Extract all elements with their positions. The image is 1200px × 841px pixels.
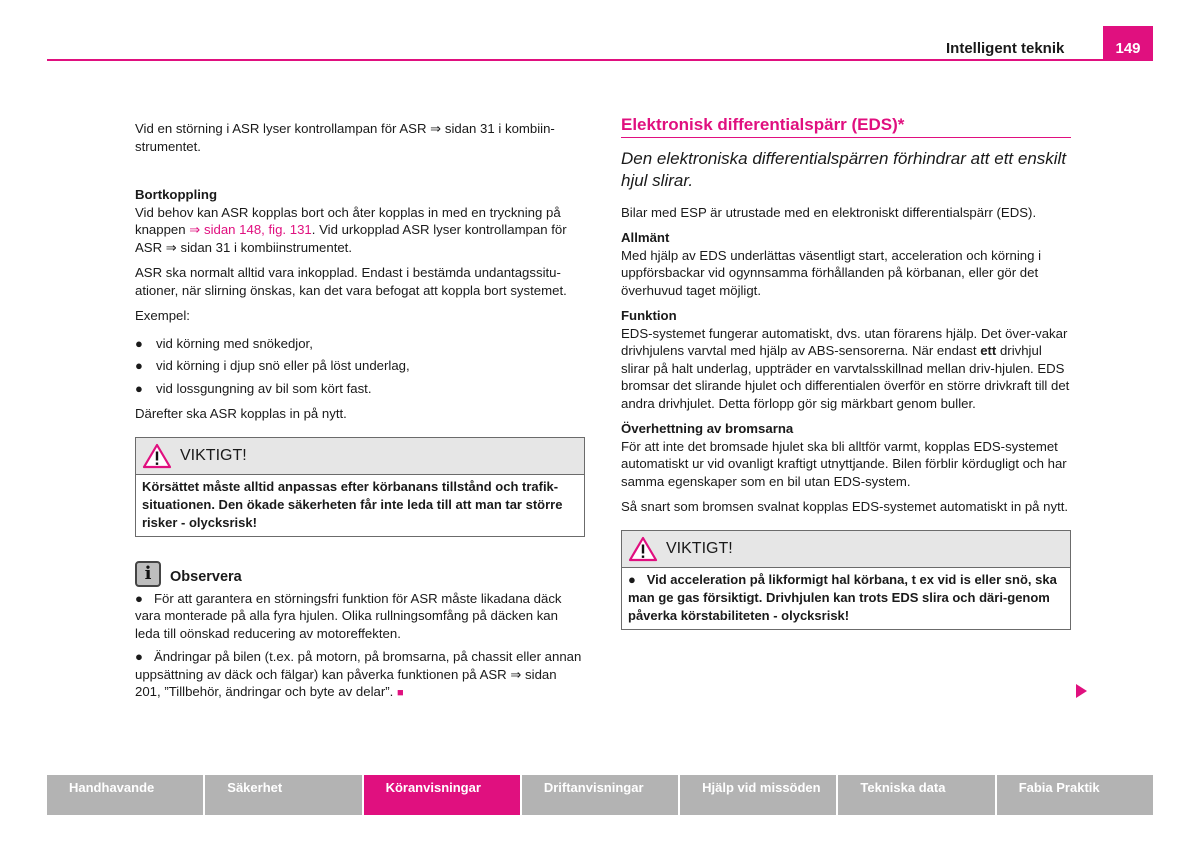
- tab-sakerhet[interactable]: [205, 775, 361, 815]
- header-rule: [47, 59, 1153, 61]
- chapter-tabs: [47, 775, 1153, 815]
- example-label: Exempel:: [135, 308, 190, 323]
- paragraph-svalnat: Så snart som bromsen svalnat kopplas EDS-systemet automatiskt in på nytt.: [621, 499, 1069, 514]
- paragraph-after: Därefter ska ASR kopplas in på nytt.: [135, 406, 347, 421]
- warning-title: VIKTIGT!: [180, 446, 247, 464]
- bullet-icon: ●: [135, 335, 143, 351]
- paragraph-funktion: [621, 325, 1071, 413]
- tab-label: Tekniska data: [860, 780, 946, 795]
- warning-box: [135, 437, 585, 537]
- list-item-text: vid körning i djup snö eller på löst underlag,: [156, 358, 410, 373]
- tab-koranvisningar[interactable]: [364, 775, 520, 815]
- subheading-allmant: Allmänt: [621, 230, 670, 245]
- paragraph-text: Vid behov kan ASR kopplas bort och åter kopplas in med en tryckning på knappen: [135, 204, 561, 237]
- bullet-icon: ●: [135, 358, 143, 373]
- tab-driftanvisningar[interactable]: [522, 775, 678, 815]
- list-item-text: vid körning med snökedjor,: [156, 335, 313, 351]
- warning-title: VIKTIGT!: [666, 539, 733, 557]
- note-title: Observera: [170, 569, 242, 585]
- tab-label: Köranvisningar: [385, 780, 481, 795]
- continue-arrow-icon[interactable]: [1076, 684, 1087, 698]
- subheading-overhettning: Överhettning av bromsarna: [621, 421, 794, 436]
- warning-item-text: Vid acceleration på likformigt hal körbana, t ex vid is eller snö, ska man ge gas försiktigt. Drivhjulen kan trots EDS slira och däri-genom påverka körstabiliteten - olycksrisk!: [628, 571, 1057, 623]
- paragraph-overhettning: För att inte det bromsade hjulet ska bli alltför varmt, kopplas EDS-systemet automatiskt ur vid ovanligt kraftigt utnyttjande. Bilen förblir kördugligt och har samma egenskaper som en bil utan EDS-system.: [621, 438, 1067, 489]
- page-number: 149: [1103, 26, 1153, 60]
- example-list: [135, 335, 585, 398]
- list-item: [135, 380, 585, 398]
- note-item: ● För att garantera en störningsfri funktion för ASR måste likadana däck vara monterade på alla fyra hjulen. Olika rullningsomfång på däcken kan leda till oönskad reducering av motoreffekten.: [135, 590, 562, 641]
- paragraph-esp: Bilar med ESP är utrustade med en elektroniskt differentialspärr (EDS).: [621, 204, 1037, 220]
- page-reference-link[interactable]: ⇒ sidan 148, fig. 131: [189, 222, 312, 237]
- paragraph-allmant: Med hjälp av EDS underlättas väsentligt start, acceleration och körning i uppförsbackar vid ogynnsamma förhållanden på körbanan, eller gör det överhuvud taget möjligt.: [621, 247, 1042, 298]
- section-title: Elektronisk differentialspärr (EDS)*: [621, 116, 1071, 138]
- paragraph-text: . Vid urkopplad ASR lyser kontrollampan för ASR ⇒ sidan 31 i kombiinstrumentet.: [135, 222, 567, 255]
- tab-label: Hjälp vid missöden: [702, 780, 821, 795]
- subheading-funktion: Funktion: [621, 308, 677, 323]
- paragraph-normal-state: ASR ska normalt alltid vara inkopplad. Endast i bestämda undantagssitu-ationer, när slirning önskas, kan det vara befogat att koppla bort systemet.: [135, 265, 567, 298]
- tab-label: Säkerhet: [227, 780, 283, 795]
- paragraph-text: EDS-systemet fungerar automatiskt, dvs. utan förarens hjälp. Det över-vakar drivhjulens varvtal med hjälp av ABS-sensorerna. När endast: [621, 325, 1068, 358]
- info-icon: i: [135, 561, 161, 587]
- note-item-text: För att garantera en störningsfri funktion för ASR måste likadana däck vara monterade på alla fyra hjulen. Olika rullningsomfång på däcken kan leda till oönskad reducering av motoreffekten.: [135, 590, 562, 641]
- list-item: [135, 335, 585, 353]
- paragraph-text: drivhjul slirar på halt underlag, uppträder en varvtalsskillnad mellan driv-hjulen. EDS bromsar det slirande hjulet och differentialen överför en större drivkraft till det andra drivhjulet. Detta förlopp gör sig märkbart genom buller.: [621, 343, 1070, 411]
- tab-label: Fabia Praktik: [1018, 780, 1100, 795]
- list-item-text: vid lossgungning av bil som kört fast.: [156, 380, 372, 396]
- tab-label: Driftanvisningar: [543, 780, 644, 795]
- tab-tekniska-data[interactable]: [838, 775, 994, 815]
- paragraph-bortkoppling: [135, 204, 585, 257]
- tab-handhavande[interactable]: [47, 775, 203, 815]
- warning-header: [136, 438, 584, 475]
- tab-hjalp-vid-missoden[interactable]: [680, 775, 836, 815]
- warning-header: [622, 531, 1070, 568]
- warning-text: Körsättet måste alltid anpassas efter körbanans tillstånd och trafik-situationen. Den ökade säkerheten får inte leda till att man tar större risker - olycksrisk!: [142, 478, 563, 530]
- emphasis-text: ett: [980, 343, 997, 358]
- bullet-icon: ●: [135, 380, 143, 396]
- right-column: [621, 116, 1071, 630]
- tab-fabia-praktik[interactable]: [997, 775, 1153, 815]
- warning-triangle-icon: [142, 443, 172, 469]
- warning-triangle-icon: [628, 536, 658, 562]
- intro-paragraph: Vid en störning i ASR lyser kontrollampan för ASR ⇒ sidan 31 i kombiin-strumentet.: [135, 121, 555, 154]
- note-header: [135, 561, 585, 587]
- section-lead: Den elektroniska differentialspärren förhindrar att ett enskilt hjul slirar.: [621, 148, 1067, 190]
- tab-label: Handhavande: [69, 780, 155, 795]
- warning-box: [621, 530, 1071, 630]
- subheading-bortkoppling: Bortkoppling: [135, 187, 218, 202]
- left-column: [135, 120, 585, 709]
- warning-text: ● Vid acceleration på likformigt hal körbana, t ex vid is eller snö, ska man ge gas försiktigt. Drivhjulen kan trots EDS slira och däri-genom påverka körstabiliteten - olycksrisk!: [628, 571, 1057, 623]
- chapter-title: Intelligent teknik: [946, 40, 1065, 57]
- end-of-section-icon: ■: [396, 687, 404, 699]
- list-item: [135, 357, 585, 375]
- note-item: ● Ändringar på bilen (t.ex. på motorn, på bromsarna, på chassit eller annan uppsättning av däck och fälgar) kan påverka funktionen på ASR ⇒ sidan 201, ”Tillbehör, ändringar och byte av delar”. ■: [135, 649, 582, 699]
- note-item-text: Ändringar på bilen (t.ex. på motorn, på bromsarna, på chassit eller annan uppsättning av däck och fälgar) kan påverka funktionen på ASR ⇒ sidan 201, ”Tillbehör, ändringar och byte av delar”.: [135, 649, 582, 699]
